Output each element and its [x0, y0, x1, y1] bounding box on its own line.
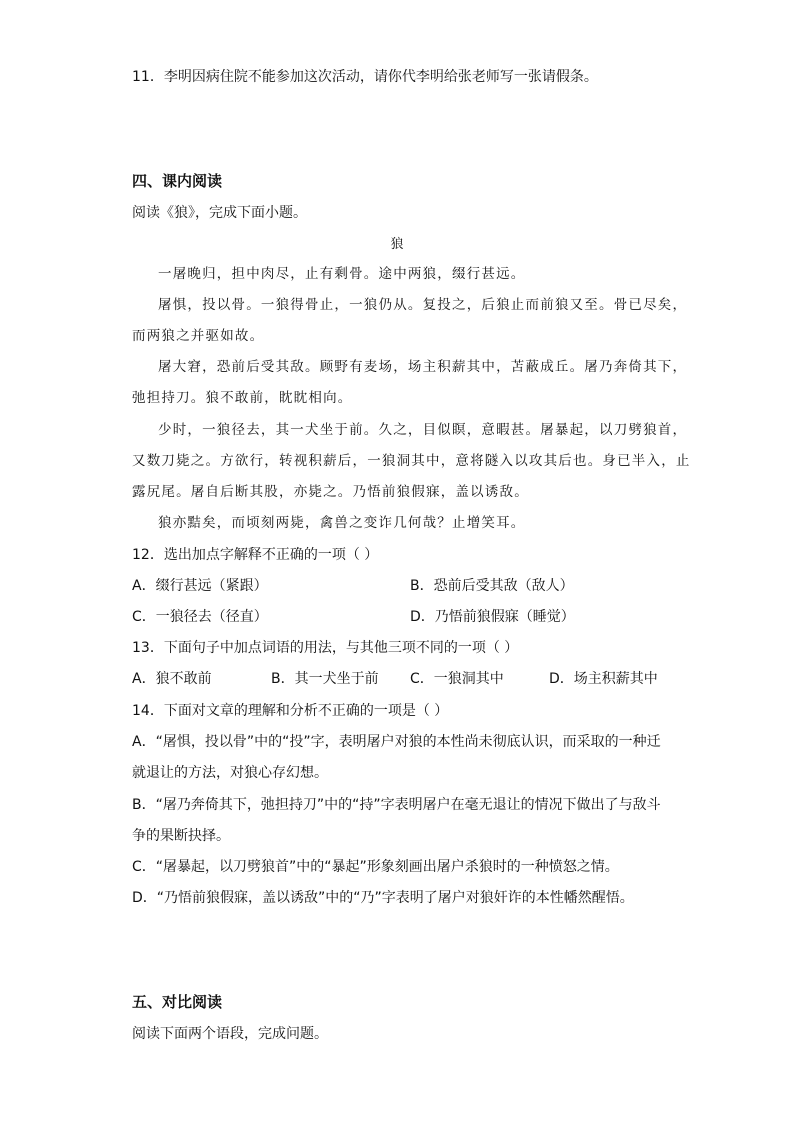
poem-line: 露尻尾。屠自后断其股，亦毙之。乃悟前狼假寐，盖以诱敌。	[132, 484, 529, 500]
question-13-option-b: B．其一犬坐于前	[271, 671, 379, 687]
question-12-option-a: A．缀行甚远（紧跟）	[132, 578, 268, 594]
question-12-stem: 12．选出加点字解释不正确的一项（ ）	[132, 547, 379, 563]
question-12-option-b: B．恐前后受其敌（敌人）	[410, 578, 574, 594]
poem-line: 一屠晚归，担中肉尽，止有剩骨。途中两狼，缀行甚远。	[158, 266, 526, 282]
question-12-option-d: D．乃悟前狼假寐（睡觉）	[410, 609, 575, 625]
question-14-option-d: D．“乃悟前狼假寐，盖以诱敌”中的“乃”字表明了屠户对狼奸诈的本性幡然醒悟。	[132, 890, 634, 906]
poem-line: 屠大窘，恐前后受其敌。顾野有麦场，场主积薪其中，苫蔽成丘。屠乃奔倚其下，	[158, 359, 688, 375]
question-12-option-c: C．一狼径去（径直）	[132, 609, 268, 625]
question-13-option-d: D．场主积薪其中	[549, 671, 658, 687]
poem-line: 又数刀毙之。方欲行，转视积薪后，一狼洞其中，意将隧入以攻其后也。身已半入，止	[132, 453, 691, 469]
section-4-heading: 四、课内阅读	[132, 172, 223, 190]
poem-line: 少时，一狼径去，其一犬坐于前。久之，目似瞑，意暇甚。屠暴起，以刀劈狼首，	[158, 422, 688, 438]
question-13-option-c: C．一狼洞其中	[410, 671, 504, 687]
poem-line: 狼亦黠矣，而顷刻两毙，禽兽之变诈几何哉？止增笑耳。	[158, 515, 526, 531]
poem-line: 弛担持刀。狼不敢前，眈眈相向。	[132, 390, 353, 406]
question-14-option-b-cont: 争的果断抉择。	[132, 828, 230, 844]
question-14-stem: 14．下面对文章的理解和分析不正确的一项是（ ）	[132, 703, 449, 719]
poem-line: 屠惧，投以骨。一狼得骨止，一狼仍从。复投之，后狼止而前狼又至。骨已尽矣，	[158, 297, 688, 313]
section-5-heading: 五、对比阅读	[132, 993, 223, 1011]
question-13-stem: 13．下面句子中加点词语的用法，与其他三项不同的一项（ ）	[132, 640, 519, 656]
poem-title: 狼	[390, 237, 404, 252]
question-11: 11．李明因病住院不能参加这次活动，请你代李明给张老师写一张请假条。	[132, 69, 598, 85]
question-14-option-a: A．“屠惧，投以骨”中的“投”字，表明屠户对狼的本性尚未彻底认识，而采取的一种迁	[132, 734, 661, 750]
poem-line: 而两狼之并驱如故。	[132, 328, 265, 344]
section-4-instruction: 阅读《狼》，完成下面小题。	[132, 205, 307, 221]
question-14-option-b: B．“屠乃奔倚其下，弛担持刀”中的“持”字表明屠户在毫无退让的情况下做出了与敌斗	[132, 797, 661, 813]
section-5-instruction: 阅读下面两个语段，完成问题。	[132, 1026, 328, 1042]
question-14-option-c: C．“屠暴起，以刀劈狼首”中的“暴起”形象刻画出屠户杀狼时的一种愤怒之情。	[132, 859, 619, 875]
question-13-option-a: A．狼不敢前	[132, 671, 212, 687]
question-14-option-a-cont: 就退让的方法，对狼心存幻想。	[132, 765, 328, 781]
